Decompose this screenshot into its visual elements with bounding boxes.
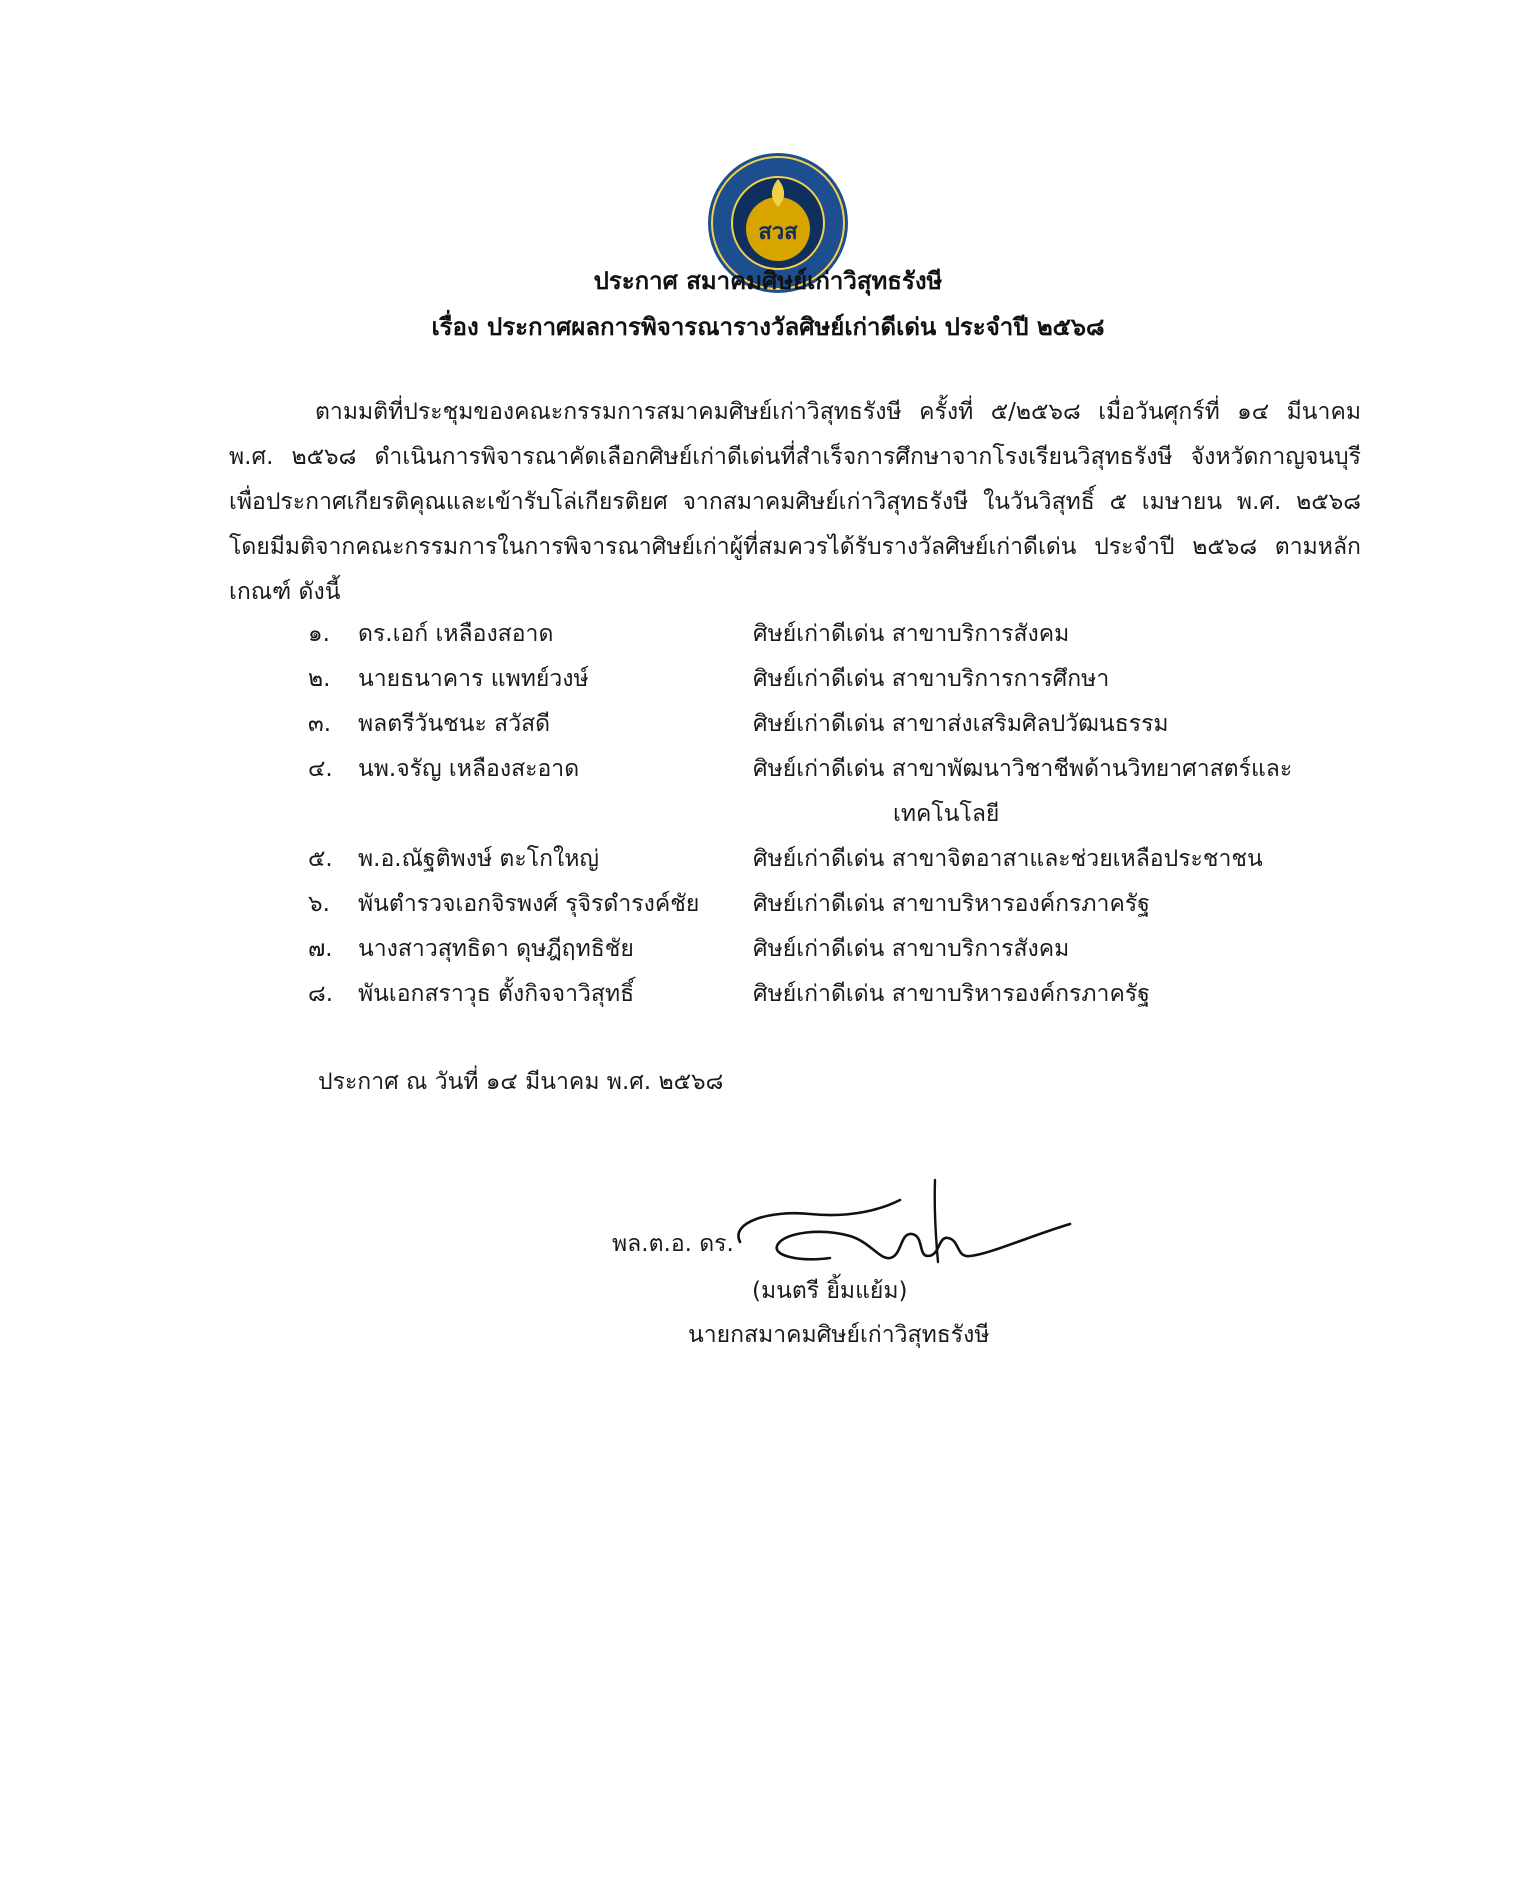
award-category xyxy=(753,657,1353,702)
announcement-title: ประกาศ สมาคมศิษย์เก่าวิสุทธรังษี xyxy=(593,267,943,295)
award-text: ศิษย์เก่าดีเด่น สาขาบริหารองค์กรภาครัฐ xyxy=(753,891,1150,917)
list-item xyxy=(308,702,1368,747)
list-item xyxy=(308,927,1368,972)
item-number: ๒. xyxy=(308,666,331,692)
awardee-name: พ.อ.ณัฐติพงษ์ ตะโกใหญ่ xyxy=(358,846,599,872)
award-text: ศิษย์เก่าดีเด่น สาขาจิตอาสาและช่วยเหลือประชาชน xyxy=(753,846,1263,872)
item-number: ๗. xyxy=(308,936,333,962)
announcement-date: ประกาศ ณ วันที่ ๑๔ มีนาคม พ.ศ. ๒๕๖๘ xyxy=(318,1069,724,1095)
announcement-subject: เรื่อง ประกาศผลการพิจารณารางวัลศิษย์เก่าดีเด่น ประจำปี ๒๕๖๘ xyxy=(431,313,1105,341)
item-number: ๓. xyxy=(308,711,332,737)
award-text: ศิษย์เก่าดีเด่น สาขาบริการสังคม xyxy=(753,936,1070,962)
awardee-name: พันเอกสราวุธ ตั้งกิจจาวิสุทธิ์ xyxy=(358,981,635,1007)
item-number: ๕. xyxy=(308,846,333,872)
award-category xyxy=(753,747,1353,837)
award-category xyxy=(753,972,1353,1017)
award-category xyxy=(753,612,1353,657)
awardee-name: พลตรีวันชนะ สวัสดี xyxy=(358,711,551,737)
signatory-rank: พล.ต.อ. ดร. xyxy=(612,1231,734,1257)
award-text: ศิษย์เก่าดีเด่น สาขาบริการสังคม xyxy=(753,621,1070,647)
award-text: ศิษย์เก่าดีเด่น สาขาส่งเสริมศิลปวัฒนธรรม xyxy=(753,711,1169,737)
award-category xyxy=(753,702,1353,747)
item-number: ๑. xyxy=(308,621,330,647)
paragraph-text: ตามมติที่ประชุมของคณะกรรมการสมาคมศิษย์เก่าวิสุทธรังษี ครั้งที่ ๕/๒๕๖๘ เมื่อวันศุกร์ที่ ๑๔ มีนาคม พ.ศ. ๒๕๖๘ ดำเนินการพิจารณาคัดเลือกศิษย์เก่าดีเด่นที่สำเร็จการศึกษาจากโรงเรียนวิสุทธรังษี จังหวัดกาญจนบุรี เพื่อประกาศเกียรติคุณและเข้ารับโล่เกียรติยศ จากสมาคมศิษย์เก่าวิสุทธรังษี ในวันวิสุทธิ์ ๕ เมษายน พ.ศ. ๒๕๖๘ โดยมีมติจากคณะกรรมการในการพิจารณาศิษย์เก่าผู้ที่สมควรได้รับรางวัลศิษย์เก่าดีเด่น ประจำปี ๒๕๖๘ ตามหลักเกณฑ์ ดังนี้ xyxy=(229,399,1361,605)
signature-mark xyxy=(730,1170,1080,1290)
handwritten-signature-icon xyxy=(730,1170,1080,1290)
list-item xyxy=(308,747,1368,837)
award-category xyxy=(753,927,1353,972)
awardee-list xyxy=(308,612,1368,1017)
list-item xyxy=(308,837,1368,882)
award-text: ศิษย์เก่าดีเด่น สาขาบริการการศึกษา xyxy=(753,666,1110,692)
item-number: ๔. xyxy=(308,756,333,782)
award-category xyxy=(753,837,1353,882)
awardee-name: ดร.เอก์ เหลืองสอาด xyxy=(358,621,554,647)
award-category xyxy=(753,882,1353,927)
awardee-name: นพ.จรัญ เหลืองสะอาด xyxy=(358,756,580,782)
item-number: ๖. xyxy=(308,891,330,917)
awardee-name: นายธนาคาร แพทย์วงษ์ xyxy=(358,666,589,692)
award-text: ศิษย์เก่าดีเด่น สาขาบริหารองค์กรภาครัฐ xyxy=(753,981,1150,1007)
item-number: ๘. xyxy=(308,981,334,1007)
body-paragraph xyxy=(229,390,1361,615)
signatory-name: (มนตรี ยิ้มแย้ม) xyxy=(752,1278,908,1304)
list-item xyxy=(308,882,1368,927)
seal-monogram: สวส xyxy=(758,220,798,245)
award-text: ศิษย์เก่าดีเด่น สาขาพัฒนาวิชาชีพด้านวิทยาศาสตร์และ xyxy=(753,756,1293,782)
award-text-continued: เทคโนโลยี xyxy=(893,801,1000,827)
signatory-position: นายกสมาคมศิษย์เก่าวิสุทธรังษี xyxy=(688,1322,990,1348)
awardee-name: นางสาวสุทธิดา ดุษฎีฤทธิชัย xyxy=(358,936,634,962)
list-item xyxy=(308,657,1368,702)
awardee-name: พันตำรวจเอกจิรพงศ์ รุจิรดำรงค์ชัย xyxy=(358,891,700,917)
list-item xyxy=(308,972,1368,1017)
list-item xyxy=(308,612,1368,657)
